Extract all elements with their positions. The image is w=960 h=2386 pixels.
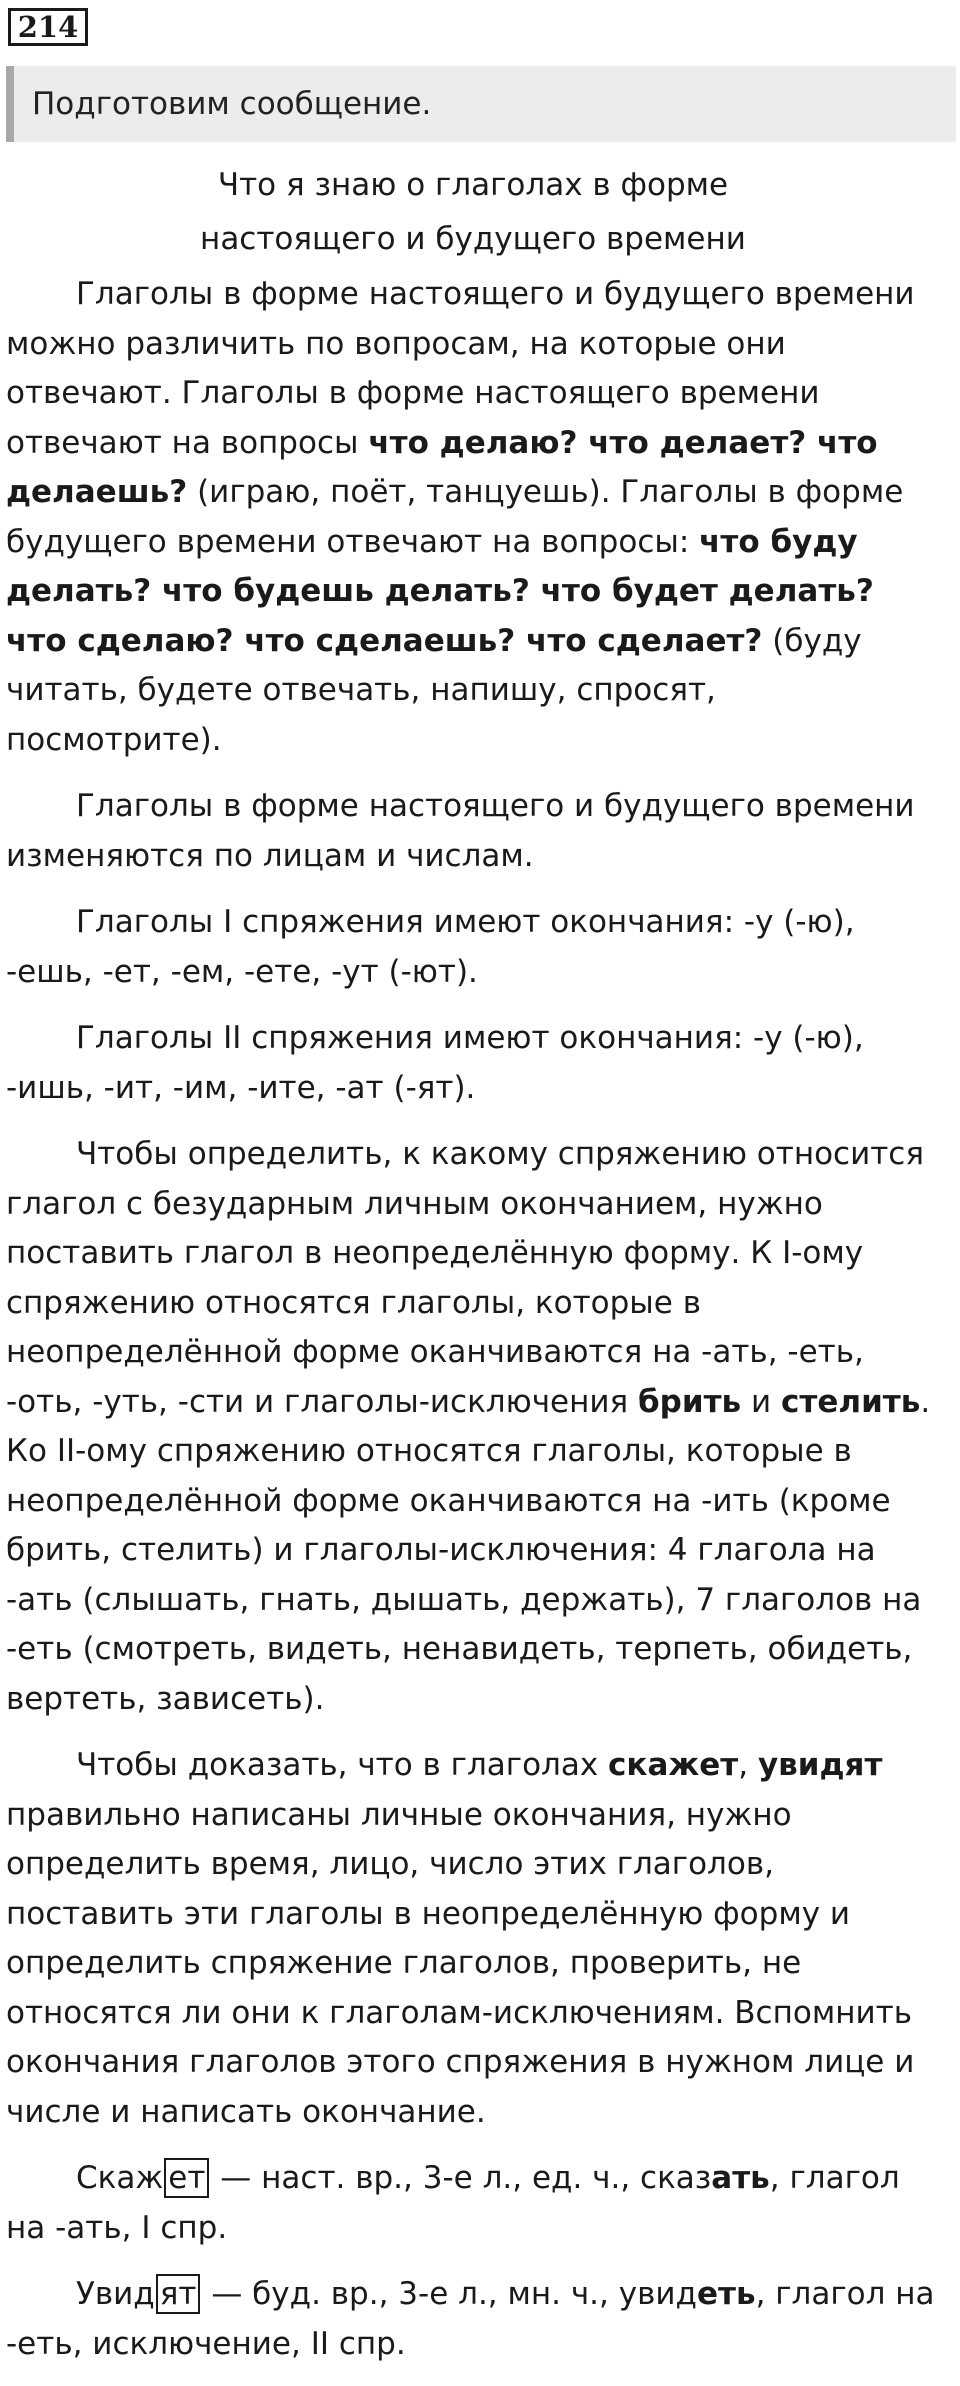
ending-box: ят [156,2274,201,2314]
exception-word-brit: брить [638,1383,742,1420]
paragraph-conjugation-1-endings: Глаголы I спряжения имеют окончания: -у (-ю), -ешь, -ет, -ем, -ете, -ут (-ют). [6,904,855,990]
analysis-skazhet [6,2154,940,2253]
verb-uvidyat: увидят [757,1747,883,1783]
paragraph-text: Чтобы доказать, что в глаголах [76,1747,609,1783]
analysis-uvidyat [6,2270,940,2369]
verb-stem: Увид [76,2276,155,2312]
verb-stem: Скаж [76,2160,164,2196]
analysis-text: , глагол на -еть, исключение, II спр. [6,2276,935,2362]
paragraph-conjugation-2-endings: Глаголы II спряжения имеют окончания: -у (-ю), -ишь, -ит, -им, -ите, -ат (-ят). [6,1020,864,1106]
paragraph-text: и [741,1383,782,1420]
paragraph-person-number: Глаголы в форме настоящего и будущего времени изменяются по лицам и числам. [6,788,915,874]
paragraph-tense-questions [6,270,940,765]
paragraph-text: . Ко II-ому спряжению относятся глаголы, которые в неопределённой форме оканчиваются на -ить (кроме брить, стелить) и глаголы-исключения: 4 глагола на -ать (слышать, гнать, дышать, держать), 7 глаголов на -еть (смотреть, видеть, ненавидеть, терпеть, обидеть, вертеть, зависеть). [6,1383,931,1717]
infinitive-suffix: еть [696,2276,756,2312]
message-title-line-1: Что я знаю о глаголах в форме [217,167,729,203]
paragraph-text: (играю, поёт, танцуешь). Глаголы в форме будущего времени отвечают на вопросы: [6,474,904,560]
future-tense-questions: что буду делать? что будешь делать? что будет делать? что сделаю? что сделаешь? что сделает? [6,523,874,659]
present-tense-questions: что делаю? что делает? что делаешь? [6,424,878,510]
analysis-text: — буд. вр., 3-е л., мн. ч., увид [201,2276,697,2312]
verb-skazhet: скажет [608,1747,739,1783]
analysis-text: , глагол на -ать, I спр. [6,2160,900,2246]
paragraph-conjugation-rule [6,1130,940,1724]
task-instruction: Подготовим сообщение. [6,66,956,142]
message-title-line-2: настоящего и будущего времени [200,221,746,257]
paragraph-proof-method [6,1741,940,2137]
analysis-text: — наст. вр., 3-е л., ед. ч., сказ [210,2160,712,2196]
paragraph-text: Глаголы в форме настоящего и будущего времени можно различить по вопросам, на которые они отвечают. Глаголы в форме настоящего времени отвечают на вопросы [6,276,915,461]
exercise-number: 214 [8,8,88,46]
paragraph-text: (буду читать, будете отвечать, напишу, спросят, посмотрите). [6,622,862,758]
infinitive-suffix: ать [711,2160,770,2196]
ending-box: ет [164,2158,209,2198]
paragraph-text: правильно написаны личные окончания, нужно определить время, лицо, число этих глаголов, поставить эти глаголы в неопределённую форму и определить спряжение глаголов, проверить, не относятся ли они к глаголам-исключениям. Вспомнить окончания глаголов этого спряжения в нужном лице и числе и написать окончание. [6,1796,915,2130]
exception-word-stelit: стелить [781,1383,921,1420]
paragraph-text: , [738,1747,758,1783]
answer-content [6,158,940,2386]
paragraph-text: Чтобы определить, к какому спряжению относится глагол с безударным личным окончанием, нужно поставить глагол в неопределённую форму. К I-ому спряжению относятся глаголы, которые в неопределённой форме оканчиваются на -ать, -еть, -оть, -уть, -сти и глаголы-исключения [6,1136,924,1420]
